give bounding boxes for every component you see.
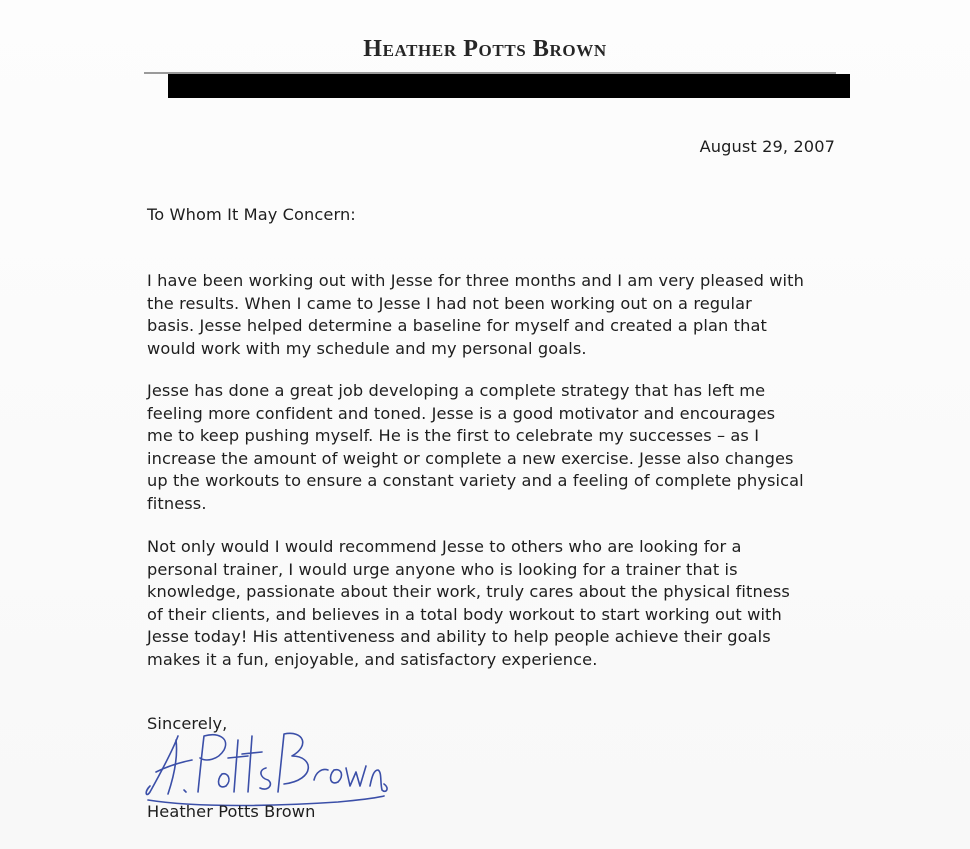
redaction-bar: [168, 74, 850, 98]
salutation: To Whom It May Concern:: [147, 205, 356, 224]
letterhead-name: Heather Potts Brown: [363, 36, 607, 62]
body-paragraph-1: I have been working out with Jesse for three months and I am very pleased with the results. When I came to Jesse I had not been working out on a regular basis. Jesse helped determine a baseline for myself and created a plan that would work with my schedule and my personal goals.: [147, 271, 804, 358]
signer-name: Heather Potts Brown: [147, 802, 316, 821]
body-paragraph-3: Not only would I would recommend Jesse to others who are looking for a personal trainer, I would urge anyone who is looking for a trainer that is knowledge, passionate about their work, truly cares about the physical fitness of their clients, and believes in a total body workout to start working out with Jesse today! His attentiveness and ability to help people achieve their goals makes it a fun, enjoyable, and satisfactory experience.: [147, 537, 790, 669]
handwritten-signature: [138, 722, 388, 812]
letter-date: August 29, 2007: [699, 137, 835, 156]
body-paragraph-2: Jesse has done a great job developing a complete strategy that has left me feeling more confident and toned. Jesse is a good motivator and encourages me to keep pushing myself. He is the first to celebrate my successes – as I increase the amount of weight or complete a new exercise. Jesse also changes up the workouts to ensure a constant variety and a feeling of complete physical fitness.: [147, 381, 804, 513]
closing: Sincerely,: [147, 714, 228, 733]
